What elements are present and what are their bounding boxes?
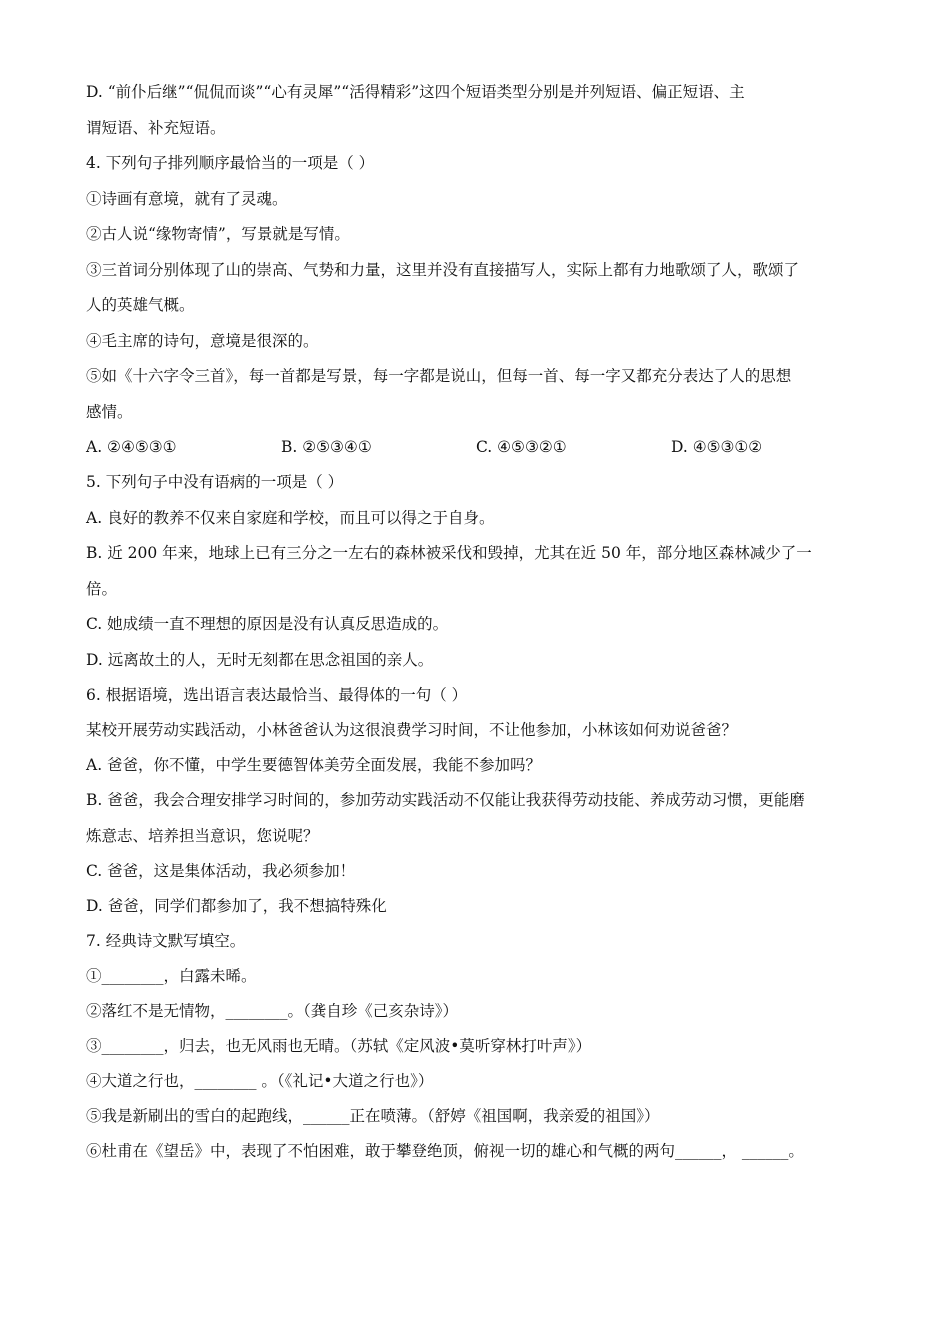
q4-sentence-2: ②古人说“缘物寄情”，写景就是写情。 <box>86 225 350 243</box>
line-3d-cont: D. “前仆后继”“侃侃而谈”“心有灵犀”“活得精彩”这四个短语类型分别是并列短语、偏正短语、主 <box>86 83 745 101</box>
q6-option-c: C. 爸爸，这是集体活动，我必须参加！ <box>86 862 356 880</box>
q4-option-c: C. ④⑤③②① <box>476 438 567 456</box>
q4-sentence-5: ⑤如《十六字令三首》，每一首都是写景，每一字都是说山，但每一首、每一字又都充分表达了人的思想 <box>86 367 792 385</box>
question-6-stem: 6. 根据语境，选出语言表达最恰当、最得体的一句（ ） <box>86 686 468 704</box>
q5-option-b-cont: 倍。 <box>86 580 118 598</box>
q7-blank-5: ⑤我是新刷出的雪白的起跑线，______正在喷薄。（舒婷《祖国啊，我亲爱的祖国》） <box>86 1107 660 1125</box>
q6-option-d: D. 爸爸，同学们都参加了，我不想搞特殊化 <box>86 897 387 915</box>
q6-option-b-cont: 炼意志、培养担当意识，您说呢？ <box>86 827 319 845</box>
question-5-stem: 5. 下列句子中没有语病的一项是（ ） <box>86 473 344 491</box>
q4-sentence-3: ③三首词分别体现了山的崇高、气势和力量，这里并没有直接描写人，实际上都有力地歌颂了人，歌颂了 <box>86 261 800 279</box>
question-7-stem: 7. 经典诗文默写填空。 <box>86 932 246 950</box>
q4-option-d: D. ④⑤③①② <box>671 438 763 456</box>
q4-sentence-5-cont: 感情。 <box>86 403 133 421</box>
q7-blank-6: ⑥杜甫在《望岳》中，表现了不怕困难，敢于攀登绝顶，俯视一切的雄心和气概的两句______， ______。 <box>86 1142 804 1160</box>
q6-context: 某校开展劳动实践活动，小林爸爸认为这很浪费学习时间，不让他参加，小林该如何劝说爸爸？ <box>86 721 738 739</box>
q4-options <box>86 437 876 457</box>
q5-option-b: B. 近 200 年来，地球上已有三分之一左右的森林被采伐和毁掉，尤其在近 50 年，部分地区森林减少了一 <box>86 544 812 562</box>
q5-option-a: A. 良好的教养不仅来自家庭和学校，而且可以得之于自身。 <box>86 509 495 527</box>
q7-blank-3: ③________，归去，也无风雨也无晴。（苏轼《定风波•莫听穿林打叶声》） <box>86 1037 592 1055</box>
q6-option-b: B. 爸爸，我会合理安排学习时间的，参加劳动实践活动不仅能让我获得劳动技能、养成劳动习惯，更能磨 <box>86 791 805 809</box>
line-3d-cont2: 谓短语、补充短语。 <box>86 119 226 137</box>
q4-sentence-1: ①诗画有意境，就有了灵魂。 <box>86 190 288 208</box>
q5-option-d: D. 远离故土的人，无时无刻都在思念祖国的亲人。 <box>86 651 434 669</box>
q4-option-b: B. ②⑤③④① <box>281 438 372 456</box>
q4-sentence-4: ④毛主席的诗句，意境是很深的。 <box>86 332 319 350</box>
q6-option-a: A. 爸爸，你不懂，中学生要德智体美劳全面发展，我能不参加吗？ <box>86 756 542 774</box>
q5-option-c: C. 她成绩一直不理想的原因是没有认真反思造成的。 <box>86 615 449 633</box>
q7-blank-1: ①________，白露未晞。 <box>86 967 257 985</box>
question-4-stem: 4. 下列句子排列顺序最恰当的一项是（ ） <box>86 154 375 172</box>
q7-blank-2: ②落红不是无情物，________。（龚自珍《己亥杂诗》） <box>86 1002 459 1020</box>
q4-option-a: A. ②④⑤③① <box>86 438 177 456</box>
q7-blank-4: ④大道之行也，________ 。（《礼记•大道之行也》） <box>86 1072 434 1090</box>
q4-sentence-3-cont: 人的英雄气概。 <box>86 296 195 314</box>
